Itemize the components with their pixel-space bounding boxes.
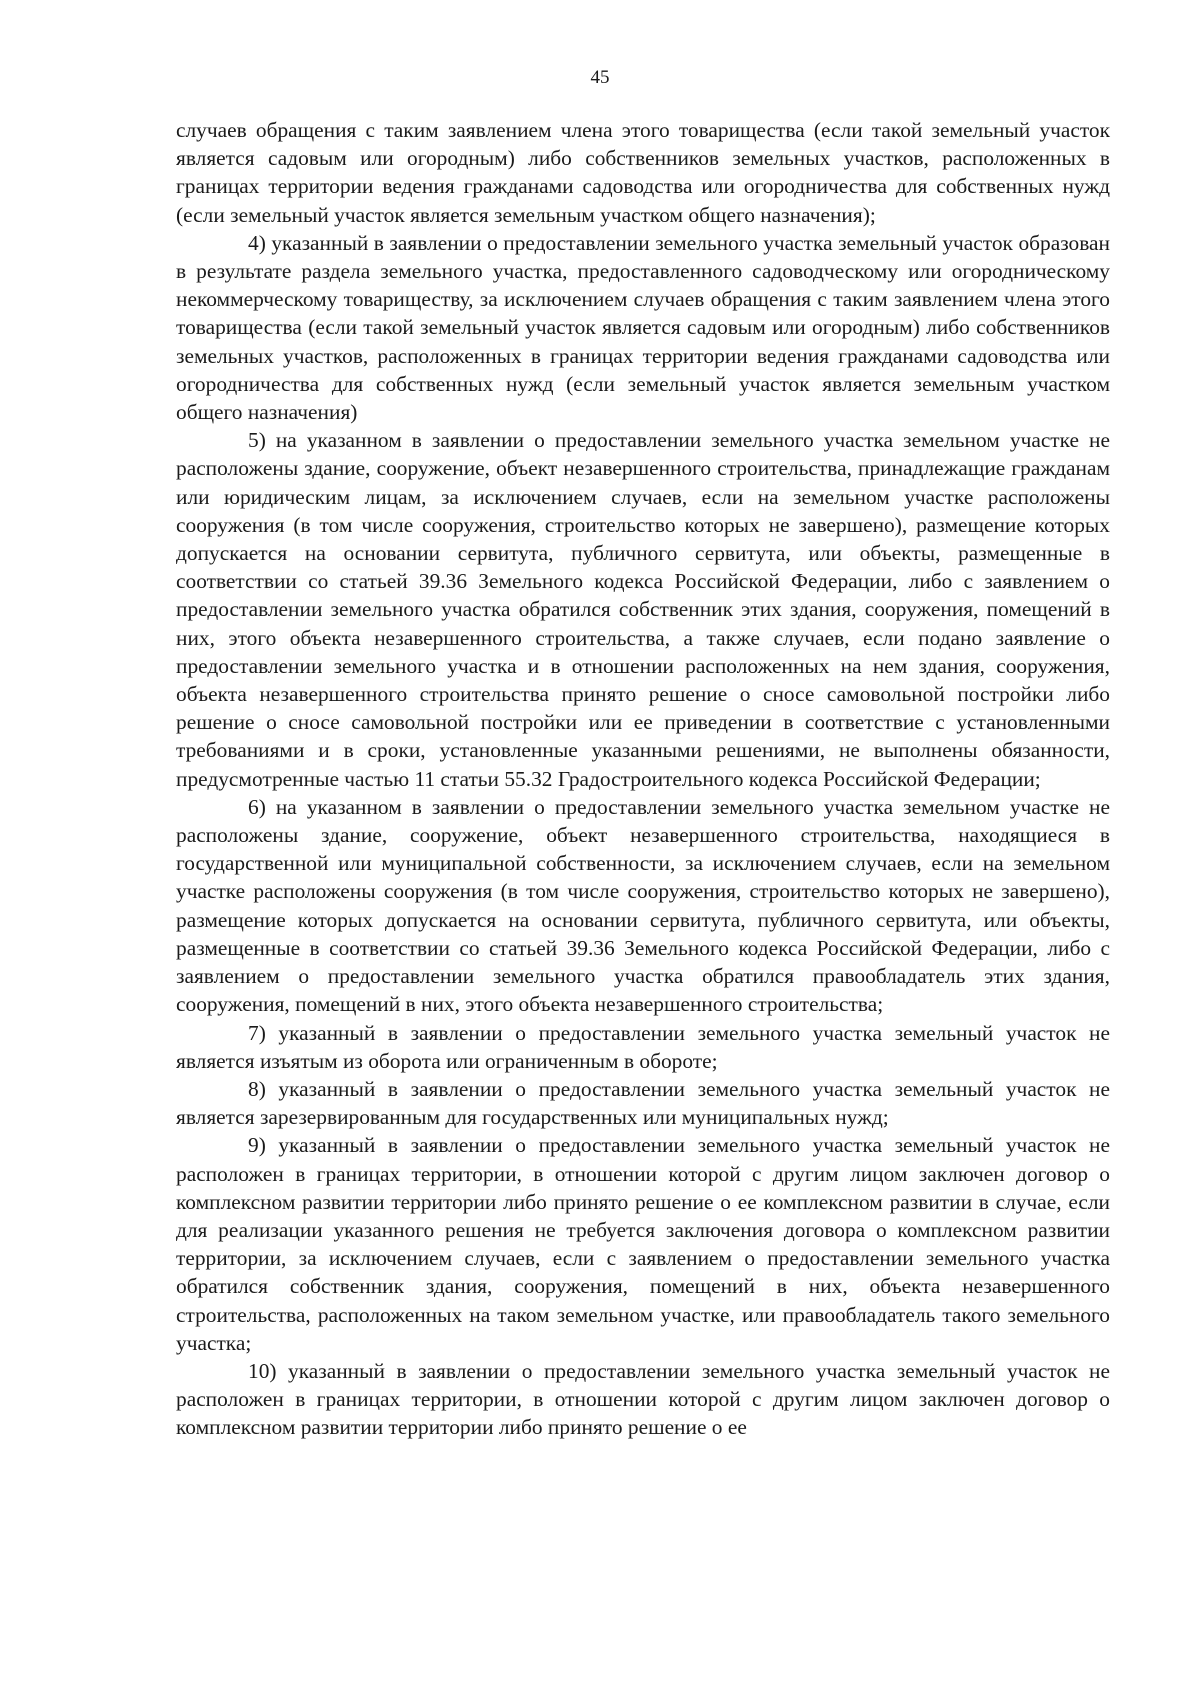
paragraph-item-5: 5) на указанном в заявлении о предоставлении земельного участка земельном участке не расположены здание, сооружение, объект незавершенного строительства, принадлежащие гражданам или юридическим лицам, за исключением случаев, если на земельном участке расположены сооружения (в том числе сооружения, строительство которых не завершено), размещение которых допускается на основании сервитута, публичного сервитута, или объекты, размещенные в соответствии со статьей 39.36 Земельного кодекса Российской Федерации, либо с заявлением о предоставлении земельного участка обратился собственник этих здания, сооружения, помещений в них, этого объекта незавершенного строительства, а также случаев, если подано заявление о предоставлении земельного участка и в отношении расположенных на нем здания, сооружения, объекта незавершенного строительства принято решение о сносе самовольной постройки либо решение о сносе самовольной постройки или ее приведении в соответствие с установленными требованиями и в сроки, установленные указанными решениями, не выполнены обязанности, предусмотренные частью 11 статьи 55.32 Градостроительного кодекса Российской Федерации;	[176, 428, 1110, 791]
document-body	[176, 116, 1110, 1442]
paragraph-item-8: 8) указанный в заявлении о предоставлении земельного участка земельный участок не является зарезервированным для государственных или муниципальных нужд;	[176, 1076, 1110, 1130]
paragraph-item-10: 10) указанный в заявлении о предоставлении земельного участка земельный участок не расположен в границах территории, в отношении которой с другим лицом заключен договор о комплексном развитии территории либо принято решение о ее	[176, 1358, 1110, 1440]
paragraph-item-4: 4) указанный в заявлении о предоставлении земельного участка земельный участок образован в результате раздела земельного участка, предоставленного садоводческому или огородническому некоммерческому товариществу, за исключением случаев обращения с таким заявлением члена этого товарищества (если такой земельный участок является садовым или огородным) либо собственников земельных участков, расположенных в границах территории ведения гражданами садоводства или огородничества для собственных нужд (если земельный участок является земельным участком общего назначения)	[176, 230, 1110, 425]
paragraph-item-7: 7) указанный в заявлении о предоставлении земельного участка земельный участок не является изъятым из оборота или ограниченным в обороте;	[176, 1020, 1110, 1073]
page-number: 45	[590, 67, 610, 88]
paragraph-item-6: 6) на указанном в заявлении о предоставлении земельного участка земельном участке не расположены здание, сооружение, объект незавершенного строительства, находящиеся в государственной или муниципальной собственности, за исключением случаев, если на земельном участке расположены сооружения (в том числе сооружения, строительство которых не завершено), размещение которых допускается на основании сервитута, публичного сервитута, или объекты, размещенные в соответствии со статьей 39.36 Земельного кодекса Российской Федерации, либо с заявлением о предоставлении земельного участка обратился правообладатель этих здания, сооружения, помещений в них, этого объекта незавершенного строительства;	[176, 794, 1110, 1017]
paragraph-continuation: случаев обращения с таким заявлением члена этого товарищества (если такой земельный участок является садовым или огородным) либо собственников земельных участков, расположенных в границах территории ведения гражданами садоводства или огородничества для собственных нужд (если земельный участок является земельным участком общего назначения);	[176, 118, 1110, 227]
paragraph-item-9: 9) указанный в заявлении о предоставлении земельного участка земельный участок не расположен в границах территории, в отношении которой с другим лицом заключен договор о комплексном развитии территории либо принято решение о ее комплексном развитии в случае, если для реализации указанного решения не требуется заключения договора о комплексном развитии территории, за исключением случаев, если с заявлением о предоставлении земельного участка обратился собственник здания, сооружения, помещений в них, объекта незавершенного строительства, расположенных на таком земельном участке, или правообладатель такого земельного участка;	[176, 1133, 1110, 1355]
